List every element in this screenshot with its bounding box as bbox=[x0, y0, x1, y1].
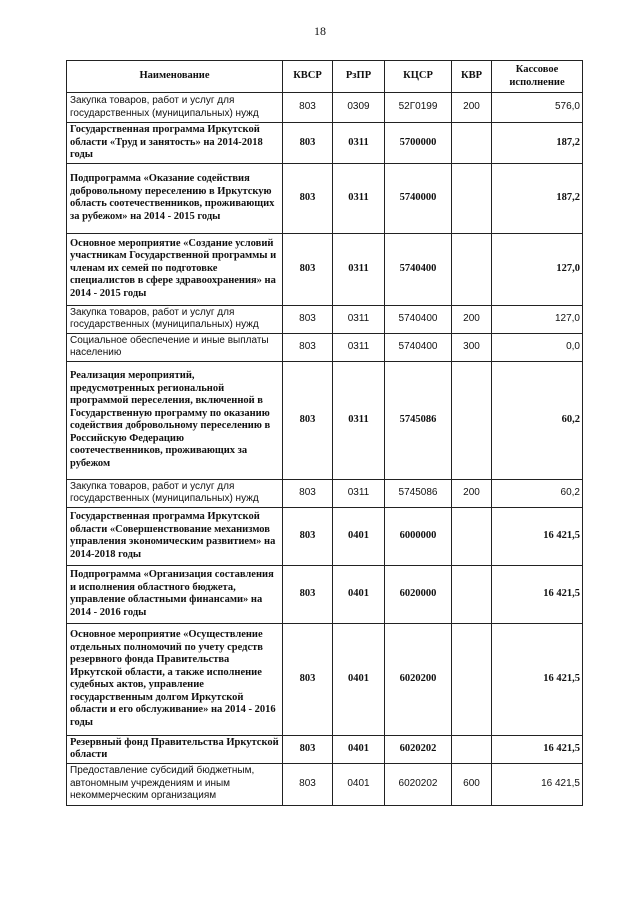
row-rzpr-cell: 0401 bbox=[333, 623, 385, 735]
row-kvsr-cell: 803 bbox=[283, 623, 333, 735]
table-row bbox=[67, 233, 583, 305]
row-amount-cell: 187,2 bbox=[492, 163, 583, 233]
row-kvsr-cell: 803 bbox=[283, 305, 333, 333]
row-rzpr-cell: 0311 bbox=[333, 305, 385, 333]
row-name-cell: Предоставление субсидий бюджетным, автономным учреждениям и иным некоммерческим организациям bbox=[67, 763, 283, 805]
row-name-cell: Основное мероприятие «Осуществление отдельных полномочий по учету средств резервного фонда Правительства Иркутской области, а также исполнение судебных актов, управление государственным долгом Иркутской области и его обслуживание» на 2014 - 2016 годы bbox=[67, 623, 283, 735]
row-name-cell: Социальное обеспечение и иные выплаты населению bbox=[67, 333, 283, 361]
row-amount-cell: 187,2 bbox=[492, 123, 583, 164]
row-kvsr-cell: 803 bbox=[283, 763, 333, 805]
row-kvsr-cell: 803 bbox=[283, 333, 333, 361]
row-kvsr-cell: 803 bbox=[283, 479, 333, 507]
row-kvsr-cell: 803 bbox=[283, 233, 333, 305]
row-kvr-cell bbox=[452, 361, 492, 479]
row-kvr-cell bbox=[452, 507, 492, 565]
row-kvsr-cell: 803 bbox=[283, 565, 333, 623]
row-rzpr-cell: 0401 bbox=[333, 763, 385, 805]
table-row bbox=[67, 735, 583, 763]
row-kvr-cell: 300 bbox=[452, 333, 492, 361]
row-kcsr-cell: 6020202 bbox=[385, 735, 452, 763]
row-amount-cell: 127,0 bbox=[492, 233, 583, 305]
row-name-cell: Реализация мероприятий, предусмотренных региональной программой переселения, включенной в Государственную программу по оказанию содействия добровольному переселению в Российскую Федерацию соотечественников, проживающих за рубежом bbox=[67, 361, 283, 479]
row-amount-cell: 576,0 bbox=[492, 93, 583, 123]
row-name-cell: Основное мероприятие «Создание условий участникам Государственной программы и членам их семей по подготовке специалистов в сфере здравоохранения» на 2014 - 2015 годы bbox=[67, 233, 283, 305]
row-amount-cell: 16 421,5 bbox=[492, 507, 583, 565]
row-amount-cell: 16 421,5 bbox=[492, 763, 583, 805]
row-rzpr-cell: 0401 bbox=[333, 735, 385, 763]
row-name-cell: Резервный фонд Правительства Иркутской области bbox=[67, 735, 283, 763]
table-row bbox=[67, 479, 583, 507]
row-kcsr-cell: 6020200 bbox=[385, 623, 452, 735]
row-kvsr-cell: 803 bbox=[283, 93, 333, 123]
row-kvr-cell: 200 bbox=[452, 93, 492, 123]
row-kvr-cell bbox=[452, 163, 492, 233]
row-rzpr-cell: 0309 bbox=[333, 93, 385, 123]
row-rzpr-cell: 0311 bbox=[333, 333, 385, 361]
row-name-cell: Государственная программа Иркутской области «Совершенствование механизмов управления экономическим развитием» на 2014-2018 годы bbox=[67, 507, 283, 565]
row-amount-cell: 16 421,5 bbox=[492, 565, 583, 623]
row-amount-cell: 0,0 bbox=[492, 333, 583, 361]
row-kcsr-cell: 5740400 bbox=[385, 333, 452, 361]
row-rzpr-cell: 0311 bbox=[333, 163, 385, 233]
row-rzpr-cell: 0311 bbox=[333, 233, 385, 305]
row-kvsr-cell: 803 bbox=[283, 735, 333, 763]
header-amount: Кассовое исполнение bbox=[492, 61, 583, 93]
header-kvr: КВР bbox=[452, 61, 492, 93]
row-kcsr-cell: 5740000 bbox=[385, 163, 452, 233]
row-kcsr-cell: 6000000 bbox=[385, 507, 452, 565]
row-kvsr-cell: 803 bbox=[283, 507, 333, 565]
table-row bbox=[67, 361, 583, 479]
row-kvr-cell bbox=[452, 123, 492, 164]
row-rzpr-cell: 0401 bbox=[333, 565, 385, 623]
row-kcsr-cell: 5745086 bbox=[385, 479, 452, 507]
table-row bbox=[67, 507, 583, 565]
row-kcsr-cell: 5745086 bbox=[385, 361, 452, 479]
header-name: Наименование bbox=[67, 61, 283, 93]
row-kvr-cell bbox=[452, 233, 492, 305]
row-name-cell: Подпрограмма «Организация составления и исполнения областного бюджета, управление областными финансами» на 2014 - 2016 годы bbox=[67, 565, 283, 623]
budget-execution-table bbox=[66, 60, 583, 806]
row-kcsr-cell: 5740400 bbox=[385, 305, 452, 333]
header-kcsr: КЦСР bbox=[385, 61, 452, 93]
row-amount-cell: 60,2 bbox=[492, 479, 583, 507]
row-amount-cell: 16 421,5 bbox=[492, 623, 583, 735]
table-row bbox=[67, 93, 583, 123]
row-rzpr-cell: 0401 bbox=[333, 507, 385, 565]
row-amount-cell: 60,2 bbox=[492, 361, 583, 479]
header-kvsr: КВСР bbox=[283, 61, 333, 93]
row-kcsr-cell: 5740400 bbox=[385, 233, 452, 305]
table-row bbox=[67, 123, 583, 164]
row-kcsr-cell: 5700000 bbox=[385, 123, 452, 164]
table-row bbox=[67, 333, 583, 361]
row-name-cell: Закупка товаров, работ и услуг для государственных (муниципальных) нужд bbox=[67, 93, 283, 123]
row-rzpr-cell: 0311 bbox=[333, 361, 385, 479]
row-kvr-cell bbox=[452, 565, 492, 623]
row-kcsr-cell: 52Г0199 bbox=[385, 93, 452, 123]
row-rzpr-cell: 0311 bbox=[333, 123, 385, 164]
table-row bbox=[67, 305, 583, 333]
row-kvr-cell bbox=[452, 735, 492, 763]
row-kvr-cell bbox=[452, 623, 492, 735]
row-name-cell: Закупка товаров, работ и услуг для государственных (муниципальных) нужд bbox=[67, 305, 283, 333]
table-row bbox=[67, 763, 583, 805]
row-kvr-cell: 200 bbox=[452, 305, 492, 333]
page-number: 18 bbox=[314, 24, 326, 38]
row-kvsr-cell: 803 bbox=[283, 163, 333, 233]
table-header-row bbox=[67, 61, 583, 93]
table-row bbox=[67, 623, 583, 735]
row-amount-cell: 16 421,5 bbox=[492, 735, 583, 763]
row-kvr-cell: 200 bbox=[452, 479, 492, 507]
row-amount-cell: 127,0 bbox=[492, 305, 583, 333]
row-kcsr-cell: 6020202 bbox=[385, 763, 452, 805]
row-kvsr-cell: 803 bbox=[283, 361, 333, 479]
row-name-cell: Закупка товаров, работ и услуг для государственных (муниципальных) нужд bbox=[67, 479, 283, 507]
row-kvr-cell: 600 bbox=[452, 763, 492, 805]
row-kcsr-cell: 6020000 bbox=[385, 565, 452, 623]
table-row bbox=[67, 565, 583, 623]
row-name-cell: Подпрограмма «Оказание содействия добровольному переселению в Иркутскую область соотечественников, проживающих за рубежом» на 2014 - 2015 годы bbox=[67, 163, 283, 233]
row-kvsr-cell: 803 bbox=[283, 123, 333, 164]
row-name-cell: Государственная программа Иркутской области «Труд и занятость» на 2014-2018 годы bbox=[67, 123, 283, 164]
header-rzpr: РзПР bbox=[333, 61, 385, 93]
table-row bbox=[67, 163, 583, 233]
row-rzpr-cell: 0311 bbox=[333, 479, 385, 507]
